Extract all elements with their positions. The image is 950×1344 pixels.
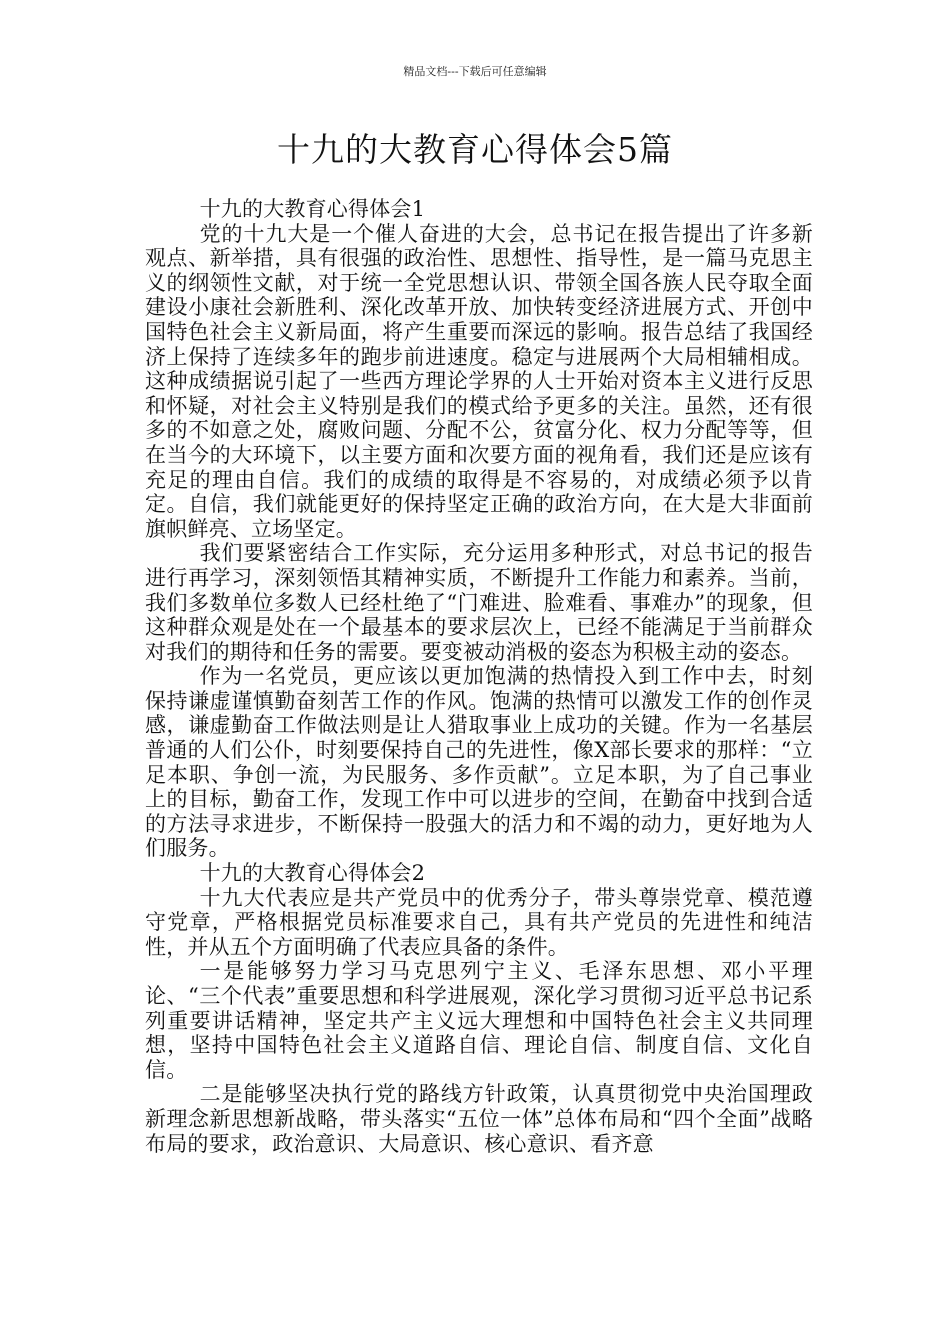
- paragraph: 一是能够努力学习马克思列宁主义、毛泽东思想、邓小平理论、“三个代表”重要思想和科学进展观，深化学习贯彻习近平总书记系列重要讲话精神，坚定共产主义远大理想和中国特色社会主义共同理想，坚持中国特色社会主义道路自信、理论自信、制度自信、文化自信。: [145, 959, 813, 1082]
- page-header: 精品文档---下载后可任意编辑: [403, 65, 547, 78]
- section-heading-1: 十九的大教育心得体会1: [199, 197, 426, 221]
- paragraph: 二是能够坚决执行党的路线方针政策，认真贯彻党中央治国理政新理念新思想新战略，带头落实“五位一体”总体布局和“四个全面”战略布局的要求，政治意识、大局意识、核心意识、看齐意: [145, 1082, 813, 1156]
- paragraph: 十九大代表应是共产党员中的优秀分子，带头尊崇党章、模范遵守党章，严格根据党员标准要求自己，具有共产党员的先进性和纯洁性，并从五个方面明确了代表应具备的条件。: [145, 885, 813, 959]
- document-body: [145, 197, 813, 1156]
- paragraph: 作为一名党员，更应该以更加饱满的热情投入到工作中去，时刻保持谦虚谨慎勤奋刻苦工作的作风。饱满的热情可以激发工作的创作灵感，谦虚勤奋工作做法则是让人猎取事业上成功的关键。作为一名基层普通的人们公仆，时刻要保持自己的先进性，像X部长要求的那样：“立足本职、争创一流，为民服务、多作贡献”。立足本职，为了自己事业上的目标，勤奋工作，发现工作中可以进步的空间，在勤奋中找到合适的方法寻求进步，不断保持一股强大的活力和不竭的动力，更好地为人们服务。: [145, 664, 813, 861]
- paragraph: 党的十九大是一个催人奋进的大会，总书记在报告提出了许多新观点、新举措，具有很强的政治性、思想性、指导性，是一篇马克思主义的纲领性文献，对于统一全党思想认识、带领全国各族人民夺取全面建设小康社会新胜利、深化改革开放、加快转变经济进展方式、开创中国特色社会主义新局面，将产生重要而深远的影响。报告总结了我国经济上保持了连续多年的跑步前进速度。稳定与进展两个大局相辅相成。这种成绩据说引起了一些西方理论学界的人士开始对资本主义进行反思和怀疑，对社会主义特别是我们的模式给予更多的关注。虽然，还有很多的不如意之处，腐败问题、分配不公，贫富分化、权力分配等等，但在当今的大环境下，以主要方面和次要方面的视角看，我们还是应该有充足的理由自信。我们的成绩的取得是不容易的，对成绩必须予以肯定。自信，我们就能更好的保持坚定正确的政治方向，在大是大非面前旗帜鲜亮、立场坚定。: [145, 221, 813, 541]
- section-heading-2: 十九的大教育心得体会2: [199, 861, 426, 886]
- document-title: 十九的大教育心得体会5篇: [277, 130, 673, 169]
- paragraph: 我们要紧密结合工作实际，充分运用多种形式，对总书记的报告进行再学习，深刻领悟其精神实质，不断提升工作能力和素养。当前，我们多数单位多数人已经杜绝了“门难进、脸难看、事难办”的现象，但这种群众观是处在一个最基本的要求层次上，已经不能满足于当前群众对我们的期待和任务的需要。要变被动消极的姿态为积极主动的姿态。: [145, 541, 813, 664]
